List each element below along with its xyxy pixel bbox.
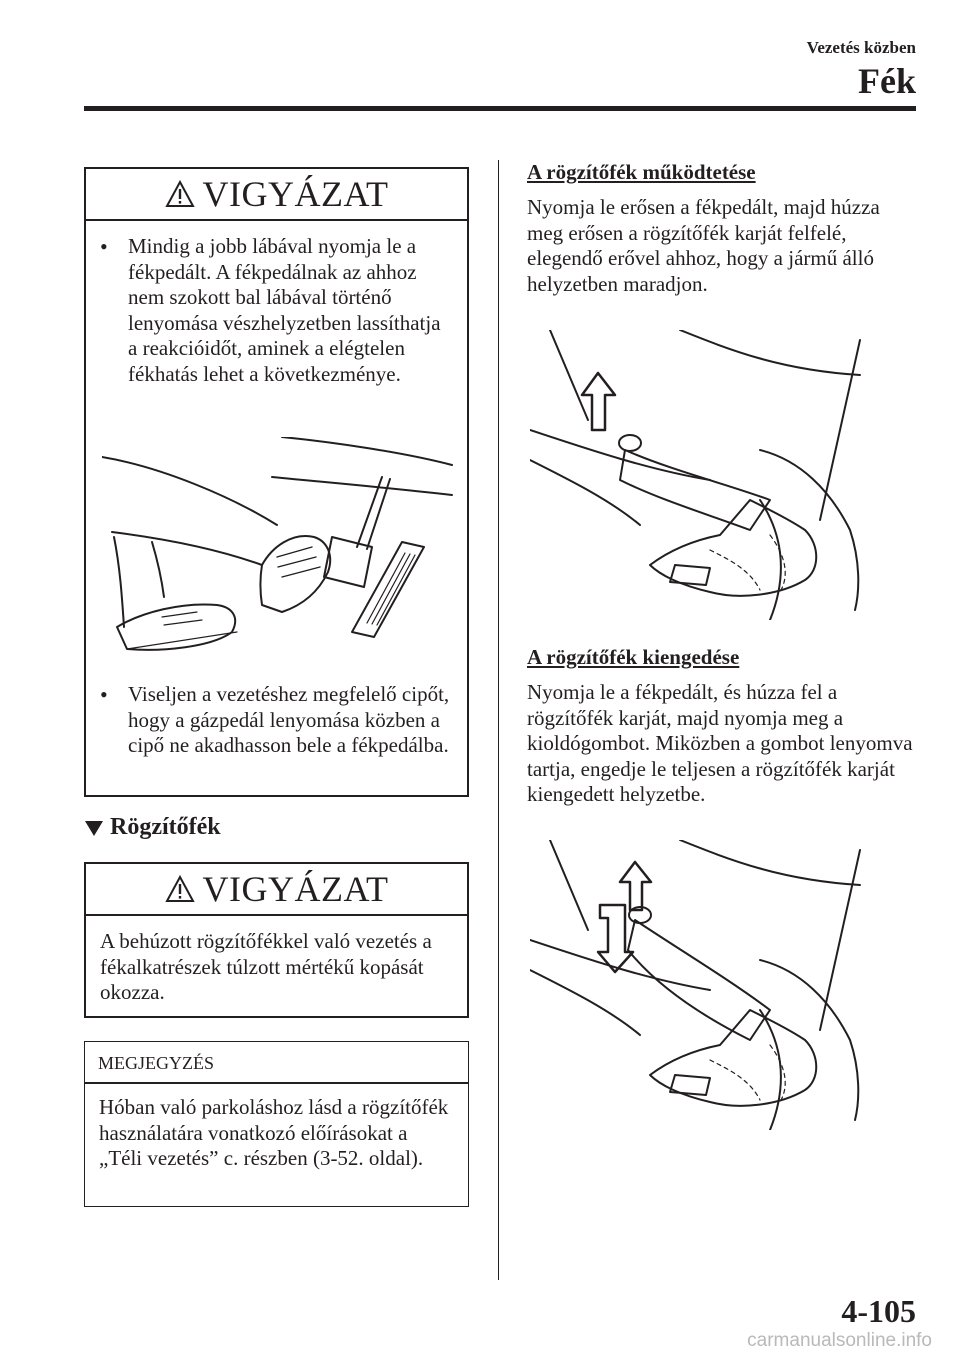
section-title: Rögzítőfék <box>110 814 221 840</box>
parking-brake-release-illustration <box>530 840 870 1130</box>
apply-text: Nyomja le erősen a fékpedált, majd húzza meg erősen a rögzítőfék karját felfelé, elegendő erővel ahhoz, hogy a jármű álló helyzetben maradjon. <box>527 195 880 296</box>
bullet-icon: • <box>100 682 108 707</box>
warning-bullet <box>100 682 453 759</box>
running-header-section: Vezetés közben <box>806 38 916 57</box>
warning-triangle-icon <box>165 180 195 208</box>
release-text: Nyomja le a fékpedált, és húzza fel a rögzítőfék karját, majd nyomja meg a kioldógombot. Miközben a gombot lenyomva tartja, engedje le teljesen a rögzítőfék karját kiengedett helyzetbe. <box>527 680 913 806</box>
subheading-release: A rögzítőfék kiengedése <box>527 645 740 669</box>
note-box <box>84 1041 469 1207</box>
warning-bullet-text: Mindig a jobb lábával nyomja le a fékpedált. A fékpedálnak az ahhoz nem szokott bal lábával történő lenyomása vészhelyzetben lassíthatja a reakcióidőt, aminek a elégtelen fékhatás lehet a következménye. <box>128 234 441 386</box>
note-text: Hóban való parkoláshoz lásd a rögzítőfék használatára vonatkozó előírásokat a „Téli vezetés” c. részben (3-52. oldal). <box>99 1095 449 1170</box>
warning-text: A behúzott rögzítőfékkel való vezetés a fékalkatrészek túlzott mértékű kopását okozza. <box>100 929 432 1004</box>
bullet-icon: • <box>100 234 108 259</box>
warning-box-pedal <box>84 167 469 797</box>
warning-box-parking <box>84 862 469 1018</box>
page-title: Fék <box>858 61 916 101</box>
pedal-illustration <box>102 437 454 667</box>
note-title: MEGJEGYZÉS <box>85 1042 468 1084</box>
parking-brake-apply-illustration <box>530 330 870 620</box>
watermark: carmanualsonline.info <box>747 1330 932 1351</box>
warning-header <box>86 864 467 916</box>
warning-triangle-icon <box>165 875 195 903</box>
warning-header <box>86 169 467 221</box>
warning-title: VIGYÁZAT <box>202 869 389 909</box>
column-divider <box>498 160 499 1280</box>
page-number: 4-105 <box>841 1293 916 1329</box>
section-heading <box>84 814 221 841</box>
warning-bullet-text: Viseljen a vezetéshez megfelelő cipőt, hogy a gázpedál lenyomása közben a cipő ne akadhasson bele a fékpedálba. <box>128 682 450 757</box>
triangle-down-icon <box>84 819 104 837</box>
header-rule <box>84 106 916 111</box>
warning-bullet <box>100 234 453 387</box>
warning-title: VIGYÁZAT <box>202 174 389 214</box>
subheading-apply: A rögzítőfék működtetése <box>527 160 756 184</box>
